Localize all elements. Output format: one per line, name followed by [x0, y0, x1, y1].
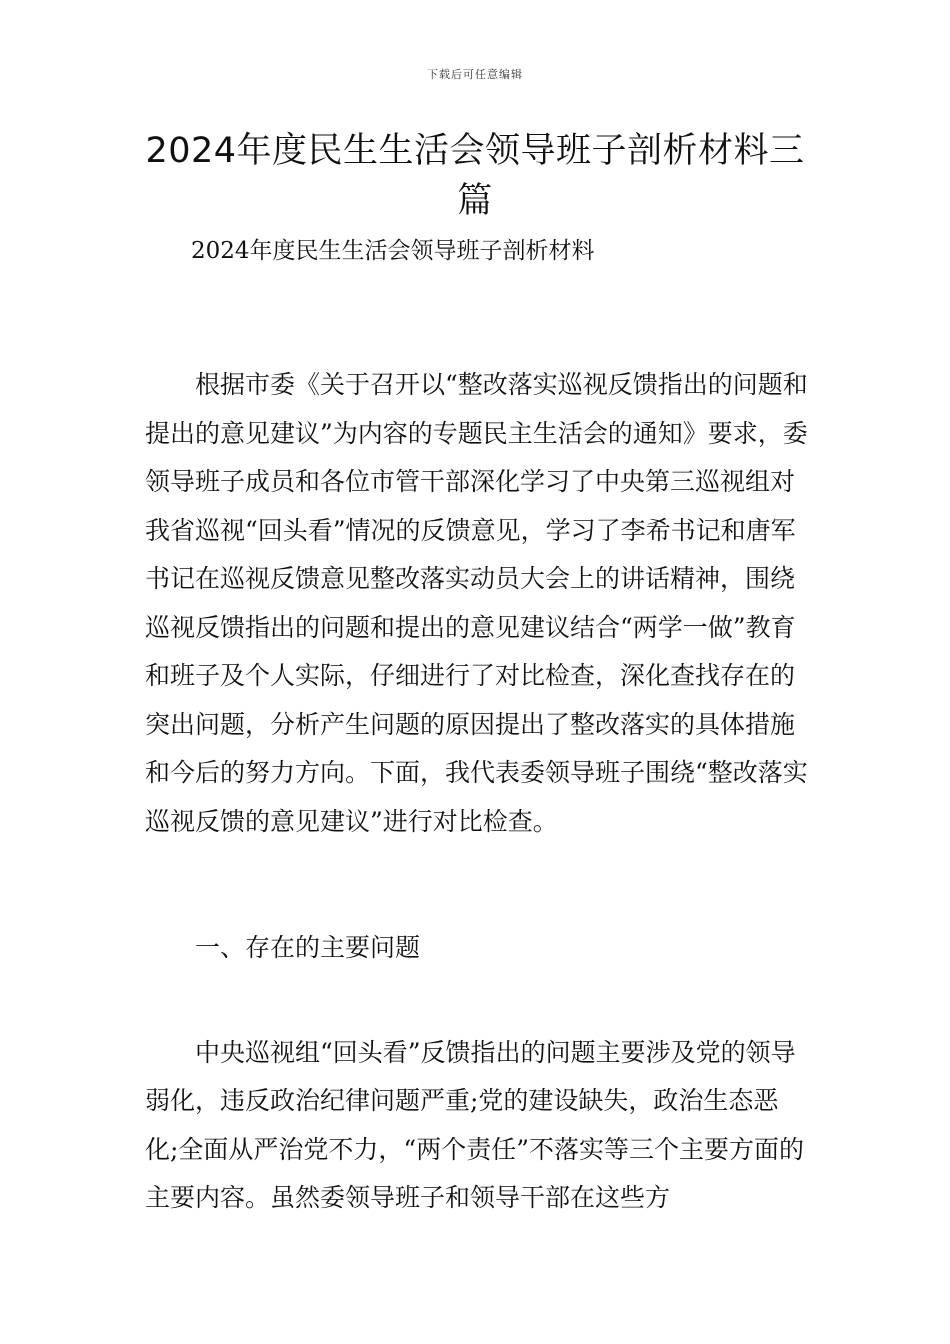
document-subtitle: 2024年度民生生活会领导班子剖析材料 — [191, 238, 595, 264]
intro-paragraph: 根据市委《关于召开以“整改落实巡视反馈指出的问题和提出的意见建议”为内容的专题民主生活会的通知》要求，委领导班子成员和各位市管干部深化学习了中央第三巡视组对我省巡视“回头看”情况的反馈意见，学习了李希书记和唐军书记在巡视反馈意见整改落实动员大会上的讲话精神，围绕巡视反馈指出的问题和提出的意见建议结合“两学一做”教育和班子及个人实际，仔细进行了对比检查，深化查找存在的突出问题，分析产生问题的原因提出了整改落实的具体措施和今后的努力方向。下面，我代表委领导班子围绕“整改落实巡视反馈的意见建议”进行对比检查。 — [145, 370, 808, 836]
paragraph-spacer — [145, 846, 810, 924]
document-title: 2024年度民生生活会领导班子剖析材料三篇 — [145, 131, 805, 221]
body-paragraph: 中央巡视组“回头看”反馈指出的问题主要涉及党的领导弱化，违反政治纪律问题严重;党的建设缺失，政治生态恶化;全面从严治党不力，“两个责任”不落实等三个主要方面的主要内容。虽然委领导班子和领导干部在这些方 — [145, 1037, 804, 1212]
document-body — [145, 228, 810, 1223]
paragraph-spacer — [145, 274, 810, 361]
header-note: 下载后可任意编辑 — [427, 68, 523, 81]
section-heading: 一、存在的主要问题 — [195, 933, 421, 962]
paragraph-spacer — [145, 973, 810, 1029]
